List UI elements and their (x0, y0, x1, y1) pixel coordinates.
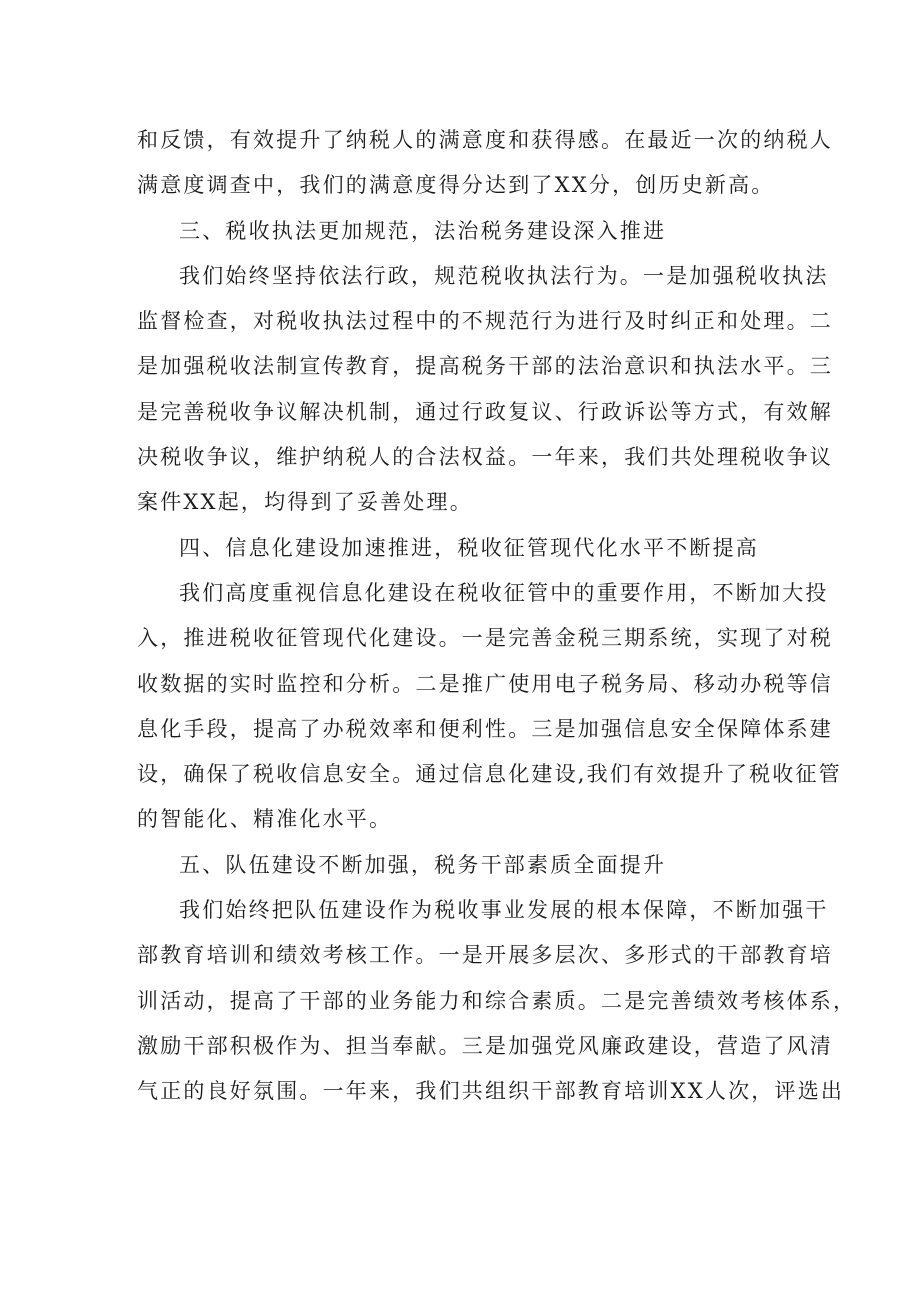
section-heading: 五、队伍建设不断加强，税务干部素质全面提升 (179, 852, 667, 877)
paragraph-line: 我们始终坚持依法行政，规范税收执法行为。一是加强税收执法 (179, 263, 829, 288)
paragraph-line: 息化手段，提高了办税效率和便利性。三是加强信息安全保障体系建 (137, 716, 833, 741)
section-heading: 四、信息化建设加速推进，税收征管现代化水平不断提高 (179, 535, 759, 560)
paragraph-line: 收数据的实时监控和分析。二是推广使用电子税务局、移动办税等信 (137, 671, 833, 696)
paragraph-line: 监督检查，对税收执法过程中的不规范行为进行及时纠正和处理。二 (137, 309, 833, 334)
paragraph-line: 激励干部积极作为、担当奉献。三是加强党风廉政建设，营造了风清 (137, 1033, 833, 1058)
paragraph-line: 和反馈，有效提升了纳税人的满意度和获得感。在最近一次的纳税人 (137, 128, 833, 152)
paragraph-line: 部教育培训和绩效考核工作。一是开展多层次、多形式的干部教育培 (137, 943, 833, 968)
paragraph-line: 入，推进税收征管现代化建设。一是完善金税三期系统，实现了对税 (137, 626, 833, 651)
paragraph-line: 我们高度重视信息化建设在税收征管中的重要作用，不断加大投 (179, 580, 829, 605)
paragraph-line: 气正的良好氛围。一年来，我们共组织干部教育培训XX人次，评选出 (137, 1079, 845, 1104)
document-body (137, 118, 857, 1115)
paragraph-line: 案件XX起，均得到了妥善处理。 (137, 490, 473, 515)
paragraph-line: 决税收争议，维护纳税人的合法权益。一年来，我们共处理税收争议 (137, 445, 833, 470)
paragraph-line: 我们始终把队伍建设作为税收事业发展的根本保障，不断加强干 (179, 898, 829, 923)
paragraph-line: 满意度调查中，我们的满意度得分达到了XX分，创历史新高。 (137, 173, 775, 198)
section-heading: 三、税收执法更加规范，法治税务建设深入推进 (179, 218, 667, 243)
paragraph-line: 训活动，提高了干部的业务能力和综合素质。二是完善绩效考核体系， (137, 988, 857, 1013)
paragraph-line: 的智能化、精准化水平。 (137, 807, 393, 832)
paragraph-line: 是完善税收争议解决机制，通过行政复议、行政诉讼等方式，有效解 (137, 399, 833, 424)
paragraph-line: 是加强税收法制宣传教育，提高税务干部的法治意识和执法水平。三 (137, 354, 833, 379)
paragraph-line: 设，确保了税收信息安全。通过信息化建设,我们有效提升了税收征管 (137, 762, 842, 787)
